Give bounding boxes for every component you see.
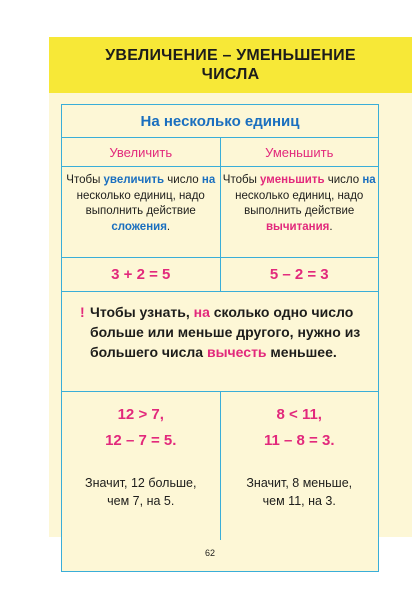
rule-increase [62,167,221,257]
title-line-2: ЧИСЛА [201,66,260,83]
note-keyword: вычесть [206,344,267,360]
rule-card [49,37,412,537]
conclusion-text [62,474,220,510]
rule-text: Чтобы [66,174,104,186]
worked-example-less [221,392,379,540]
rule-keyword: вычитания [265,220,330,233]
worked-example-greater [62,392,221,540]
example-subtraction: 5 – 2 = 3 [269,266,329,283]
worked-examples-row [62,392,378,540]
title-line-1: УВЕЛИЧЕНИЕ – УМЕНЬШЕНИЕ [105,47,356,64]
rule-text: несколько единиц, надо выполнить действие [235,189,364,217]
page-number: 62 [204,548,215,558]
conclusion-line: чем 7, на 5. [107,494,175,508]
rule-text: Чтобы [222,174,261,186]
rule-text: число [324,174,363,186]
rule-keyword: на [362,174,376,186]
rule-text: . [329,220,333,233]
rule-text: несколько единиц, надо выполнить действие [76,189,205,217]
difference-expression: 11 – 8 = 3. [264,432,335,449]
comparison-note [62,292,378,392]
note-part: сколько одно число больше или меньше другого, нужно из большего числа [90,304,361,360]
note-part: меньшее. [266,344,337,360]
conclusion-line: Значит, 12 больше, [85,476,197,490]
column-headers [62,138,378,167]
comparison-expression: 12 > 7, [117,406,164,423]
note-keyword: на [193,304,210,320]
comparison-expression: 8 < 11, [276,406,322,423]
note-text [80,302,362,362]
rule-keyword: увеличить [103,174,165,186]
rule-keyword: уменьшить [260,174,325,186]
rule-table [61,104,379,572]
rule-decrease [221,167,379,257]
example-addition: 3 + 2 = 5 [62,258,221,291]
rule-keyword: на [201,174,216,186]
exclamation-mark: ! [80,304,85,320]
rule-keyword: сложения [111,220,167,233]
conclusion-line: чем 11, на 3. [262,494,336,508]
note-part: Чтобы узнать, [90,304,194,320]
rules-row [62,167,378,258]
rule-text: . [166,220,171,233]
column-header-decrease: Уменьшить [265,144,334,160]
short-examples-row [62,258,378,292]
difference-expression: 12 – 7 = 5. [105,432,177,449]
title-banner [49,37,412,93]
rule-text: число [164,174,202,186]
conclusion-text [221,474,379,510]
column-header-increase: Увеличить [62,138,221,166]
conclusion-line: Значит, 8 меньше, [246,476,353,490]
table-subtitle: На несколько единиц [62,105,378,138]
